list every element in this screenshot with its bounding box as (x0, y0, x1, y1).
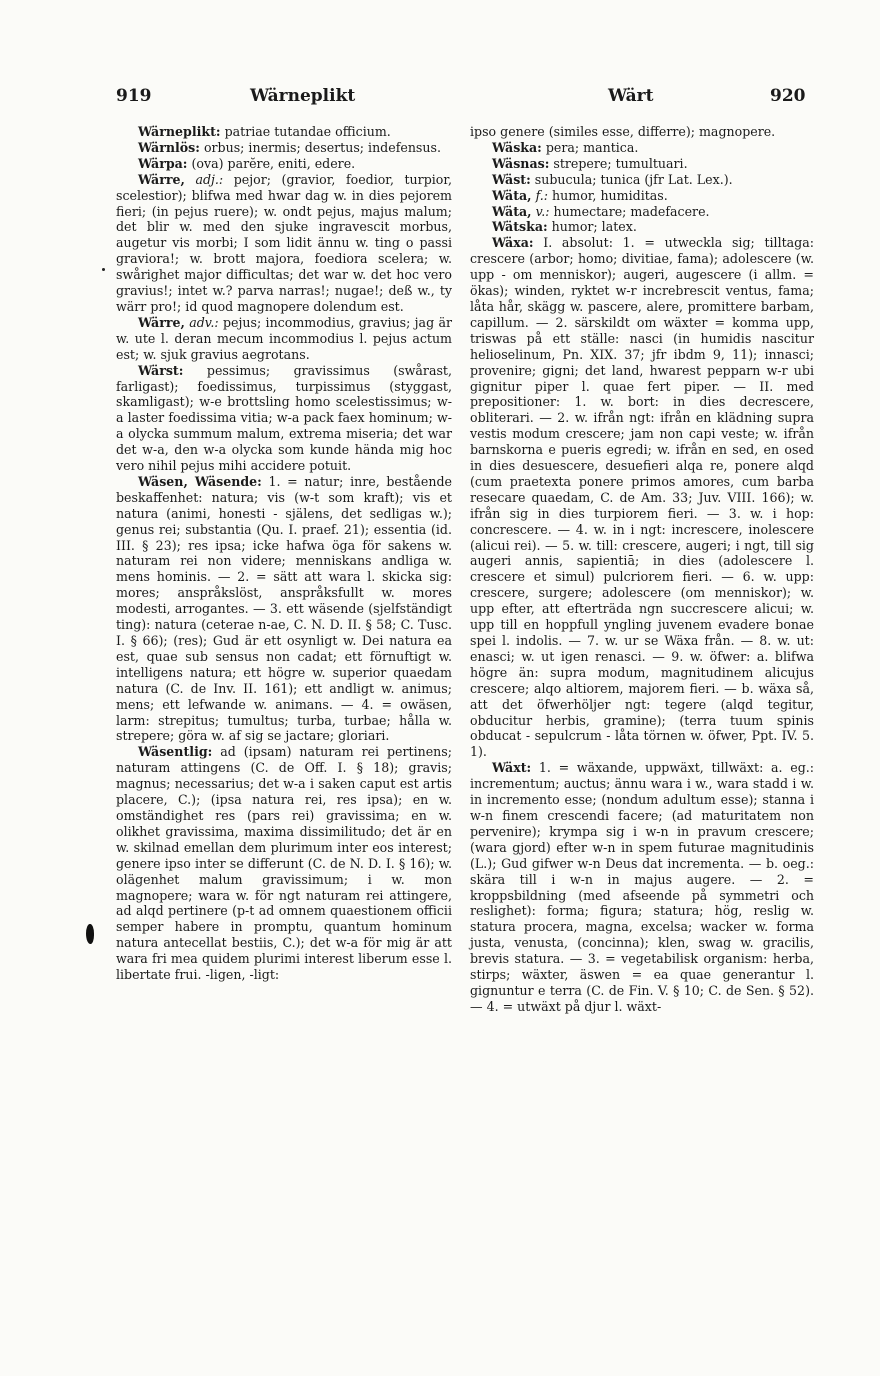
entry-headword: Wärst: (138, 362, 184, 378)
entry-headword: Wäska: (492, 139, 542, 155)
entry-headword: Wärre, (138, 171, 185, 187)
entry-definition: subucula; tunica (jfr Lat. Lex.). (530, 171, 733, 187)
entry-definition: I. absolut: 1. = utweckla sig; tilltaga: crescere (arbor; homo; divitiae, fama); adolescere (w. upp - om menniskor); augeri, augescere (i allm. = ökas); winden, ryktet w-r increbrescit ventus, fama; låta hår, skägg w. pascere, alere, promittere barbam, capillum. — 2. särskildt om wäxter = komma upp, triswas på ett ställe: nasci (in humidis nascitur helioselinum, Pn. XIX. 37; jfr ibdm 9, 11); innasci; provenire; gigni; det land, hwarest pepparn w-r ubi gignitur piper l. quae fert piper. — II. med prepositioner: 1. w. bort: in dies decrescere, obliterari. — 2. w. ifrån ngt: ifrån en klädning supra vestis modum crescere; jam non capi veste; w. ifrån barnskorna e pueris egredi; w. ifrån en sed, en osed in dies desuescere, desuefieri alqa re, ponere alqd (cum praetexta ponere primos amores, cum barba resecare quaedam, C. de Am. 33; Juv. VIII. 166); w. ifrån sig in dies turpiorem fieri. — 3. w. i hop: concrescere. — 4. w. in i ngt: increscere, inolescere (alicui rei). — 5. w. till: crescere, augeri; i ngt, till sig augeri annis, sapientiā; in dies (adolescere l. crescere et simul) pulcriorem fieri. — 6. w. upp: crescere, surgere; adolescere (om menniskor); w. upp efter, att efterträda ngn succrescere alicui; w. upp till en hoppfull yngling juvenem evadere bonae spei l. indolis. — 7. w. ur se Wäxa från. — 8. w. ut: enasci; w. ut igen renasci. — 9. w. öfwer: a. blifwa högre än: supra modum, magnitudinem alicujus crescere; alqo altiorem, majorem fieri. — b. wäxa så, att det öfwerhöljer ngt: tegere (alqd tegitur, obducitur herbis, gramine); (terra tuum spinis obducat - sepulcrum - låta törnen w. öfwer, Ppt. IV. 5. 1). (470, 235, 814, 760)
entry-headword: Wäsnas: (492, 155, 550, 171)
entry-headword: Wärre, (138, 314, 185, 330)
entry-definition: strepere; tumultuari. (549, 155, 688, 171)
page-number-left: 919 (116, 86, 152, 106)
entry-headword: Wäst: (492, 171, 531, 187)
entry-definition: 1. = wäxande, uppwäxt, tillwäxt: a. eg.: incrementum; auctus; ännu wara i w., wara stadd i w. in incremento esse; (nondum adultum esse); stanna i w-n finem crescendi facere; (ad maturitatem non pervenire); krympa sig i w-n in pravum crescere; (wara gjord) efter w-n in spem futurae magnitudinis (L.); Gud gifwer w-n Deus dat incrementa. — b. oeg.: skära till i w-n in majus augere. — 2. = kroppsbildning (med afseende på symmetri och reslighet): forma; figura; statura; hög, reslig w. statura procera, magna, excelsa; wacker w. forma justa, venusta, (concinna); klen, swag w. gracilis, brevis statura. — 3. = vegetabilisk organism: herba, stirps; wäxter, äswen = ea quae generantur l. gignuntur e terra (C. de Fin. V. § 10; C. de Sen. § 52). — 4. = utwäxt på djur l. wäxt- (470, 760, 814, 1014)
dictionary-entry (470, 760, 814, 1015)
entry-definition: patriae tutandae officium. (220, 124, 391, 139)
entry-headword: Wäxa: (492, 235, 534, 251)
entry-definition: pessimus; gravissimus (swårast, farligast); foedissimus, turpissimus (styggast, skamligast); w-e brottsling homo scelestissimus; w-a laster foedissima vitia; w-a pack faex hominum; w-a olycka summum malum, extrema miseria; det war det w-a, den w-a olycka som kunde hända mig hoc vero nihil pejus mihi accidere potuit. (116, 362, 452, 474)
dictionary-entry (116, 744, 452, 983)
dictionary-entry (470, 204, 814, 220)
entry-definition: pejus; incommodius, gravius; jag är w. ute l. deran mecum incommodius l. pejus actum est; w. sjuk gravius aegrotans. (116, 314, 452, 362)
dictionary-entry (470, 172, 814, 188)
running-headword-right: Wärt (608, 86, 654, 106)
dictionary-entry (470, 188, 814, 204)
dictionary-entry (116, 363, 452, 474)
page-header (0, 86, 880, 112)
page-number-right: 920 (770, 86, 806, 106)
running-headword-left: Wärneplikt (250, 86, 356, 106)
entry-definition: humectare; madefacere. (549, 203, 710, 219)
entry-headword: Wärpa: (138, 155, 188, 171)
ink-blot (86, 924, 94, 944)
ink-dot (102, 268, 105, 271)
entry-headword: Wätska: (492, 219, 548, 235)
entry-definition: pejor; (gravior, foedior, turpior, scelestior); blifwa med hwar dag w. in dies pejorem fieri; (in pejus ruere); w. ondt pejus, majus malum; det blir w. med den sjuke ingravescit morbus, augetur vis morbi; I som lidit ännu w. ting o passi graviora!; w. brott majora, foediora scelera; w. swårighet major difficultas; det war w. det hoc vero gravius!; intet w.? parva narras!; nugae!; deß w., ty wärr pro!; id quod magnopere dolendum est. (116, 171, 453, 314)
dictionary-entry (116, 124, 452, 140)
entry-headword: Wärneplikt: (138, 124, 221, 139)
entry-headword: Wäta, (492, 187, 532, 203)
entry-definition: pera; mantica. (541, 139, 639, 155)
entry-grammar: f.: (531, 187, 549, 203)
entry-grammar: adv.: (184, 314, 219, 330)
entry-headword: Wäsen, Wäsende: (138, 473, 262, 489)
entry-definition: 1. = natur; inre, bestående beskaffenhet: natura; vis (w-t som kraft); vis et natura (animi, honesti - själens, det sedligas w.); genus rei; substantia (Qu. I. praef. 21); essentia (id. III. § 23); res ipsa; icke hafwa öga för sakens w. naturam rei non videre; menniskans andliga w. mens hominis. — 2. = sätt att wara l. skicka sig: mores; anspråkslöst, anspråksfullt w. mores modesti, arrogantes. — 3. ett wäsende (sjelfständigt ting): natura (ceterae n-ae, C. N. D. II. § 58; C. Tusc. I. § 66); (res); Gud är ett osynligt w. Dei natura ea est, quae sub sensus non cadat; ett förnuftigt w. intelligens natura; ett högre w. superior quaedam natura (C. de Inv. II. 161); ett andligt w. animus; mens; ett lefwande w. animans. — 4. = owäsen, larm: strepitus; tumultus; turba, turbae; hålla w. strepere; göra w. af sig se jactare; gloriari. (116, 473, 452, 744)
entry-headword: Wäxt: (492, 760, 532, 776)
entry-definition: ipso genere (similes esse, differre); magnopere. (470, 124, 776, 139)
dictionary-entry (116, 156, 452, 172)
dictionary-entry (470, 156, 814, 172)
dictionary-entry (116, 172, 452, 315)
dictionary-entry (116, 474, 452, 744)
entry-definition: orbus; inermis; desertus; indefensus. (199, 139, 441, 155)
entry-headword: Wäsentlig: (138, 744, 213, 760)
entry-definition: ad (ipsam) naturam rei pertinens; naturam attingens (C. de Off. I. § 18); gravis; magnus; necessarius; det w-a i saken caput est artis placere, C.); (ipsa natura rei, res ipsa); en w. omständighet res (pars rei) gravissima; en w. olikhet gravissima, maxima dissimilitudo; det är en w. skilnad emellan dem plurimum inter eos interest; genere ipso inter se differunt (C. de N. D. I. § 16); w. olägenhet malum gravissimum; i w. mon magnopere; wara w. för ngt naturam rei attingere, ad alqd pertinere (p-t ad omnem quaestionem officii semper habere in promptu, quantum hominum natura antecellat bestiis, C.); det w-a för mig är att wara fri mea quidem plurimi interest liberum esse l. libertate frui. -ligen, -ligt: (116, 744, 452, 983)
right-column (470, 124, 814, 1015)
entry-headword: Wäta, (492, 203, 532, 219)
dictionary-entry (470, 235, 814, 760)
dictionary-entry (470, 140, 814, 156)
entry-definition: humor, humiditas. (548, 187, 668, 203)
entry-definition: (ova) parĕre, eniti, edere. (187, 155, 356, 171)
dictionary-entry (116, 315, 452, 363)
entry-grammar: v.: (531, 203, 550, 219)
entry-headword: Wärnlös: (138, 139, 200, 155)
dictionary-entry (470, 124, 814, 140)
left-column (116, 124, 452, 983)
dictionary-entry (116, 140, 452, 156)
entry-grammar: adj.: (184, 171, 224, 187)
dictionary-entry (470, 219, 814, 235)
entry-definition: humor; latex. (547, 219, 637, 235)
